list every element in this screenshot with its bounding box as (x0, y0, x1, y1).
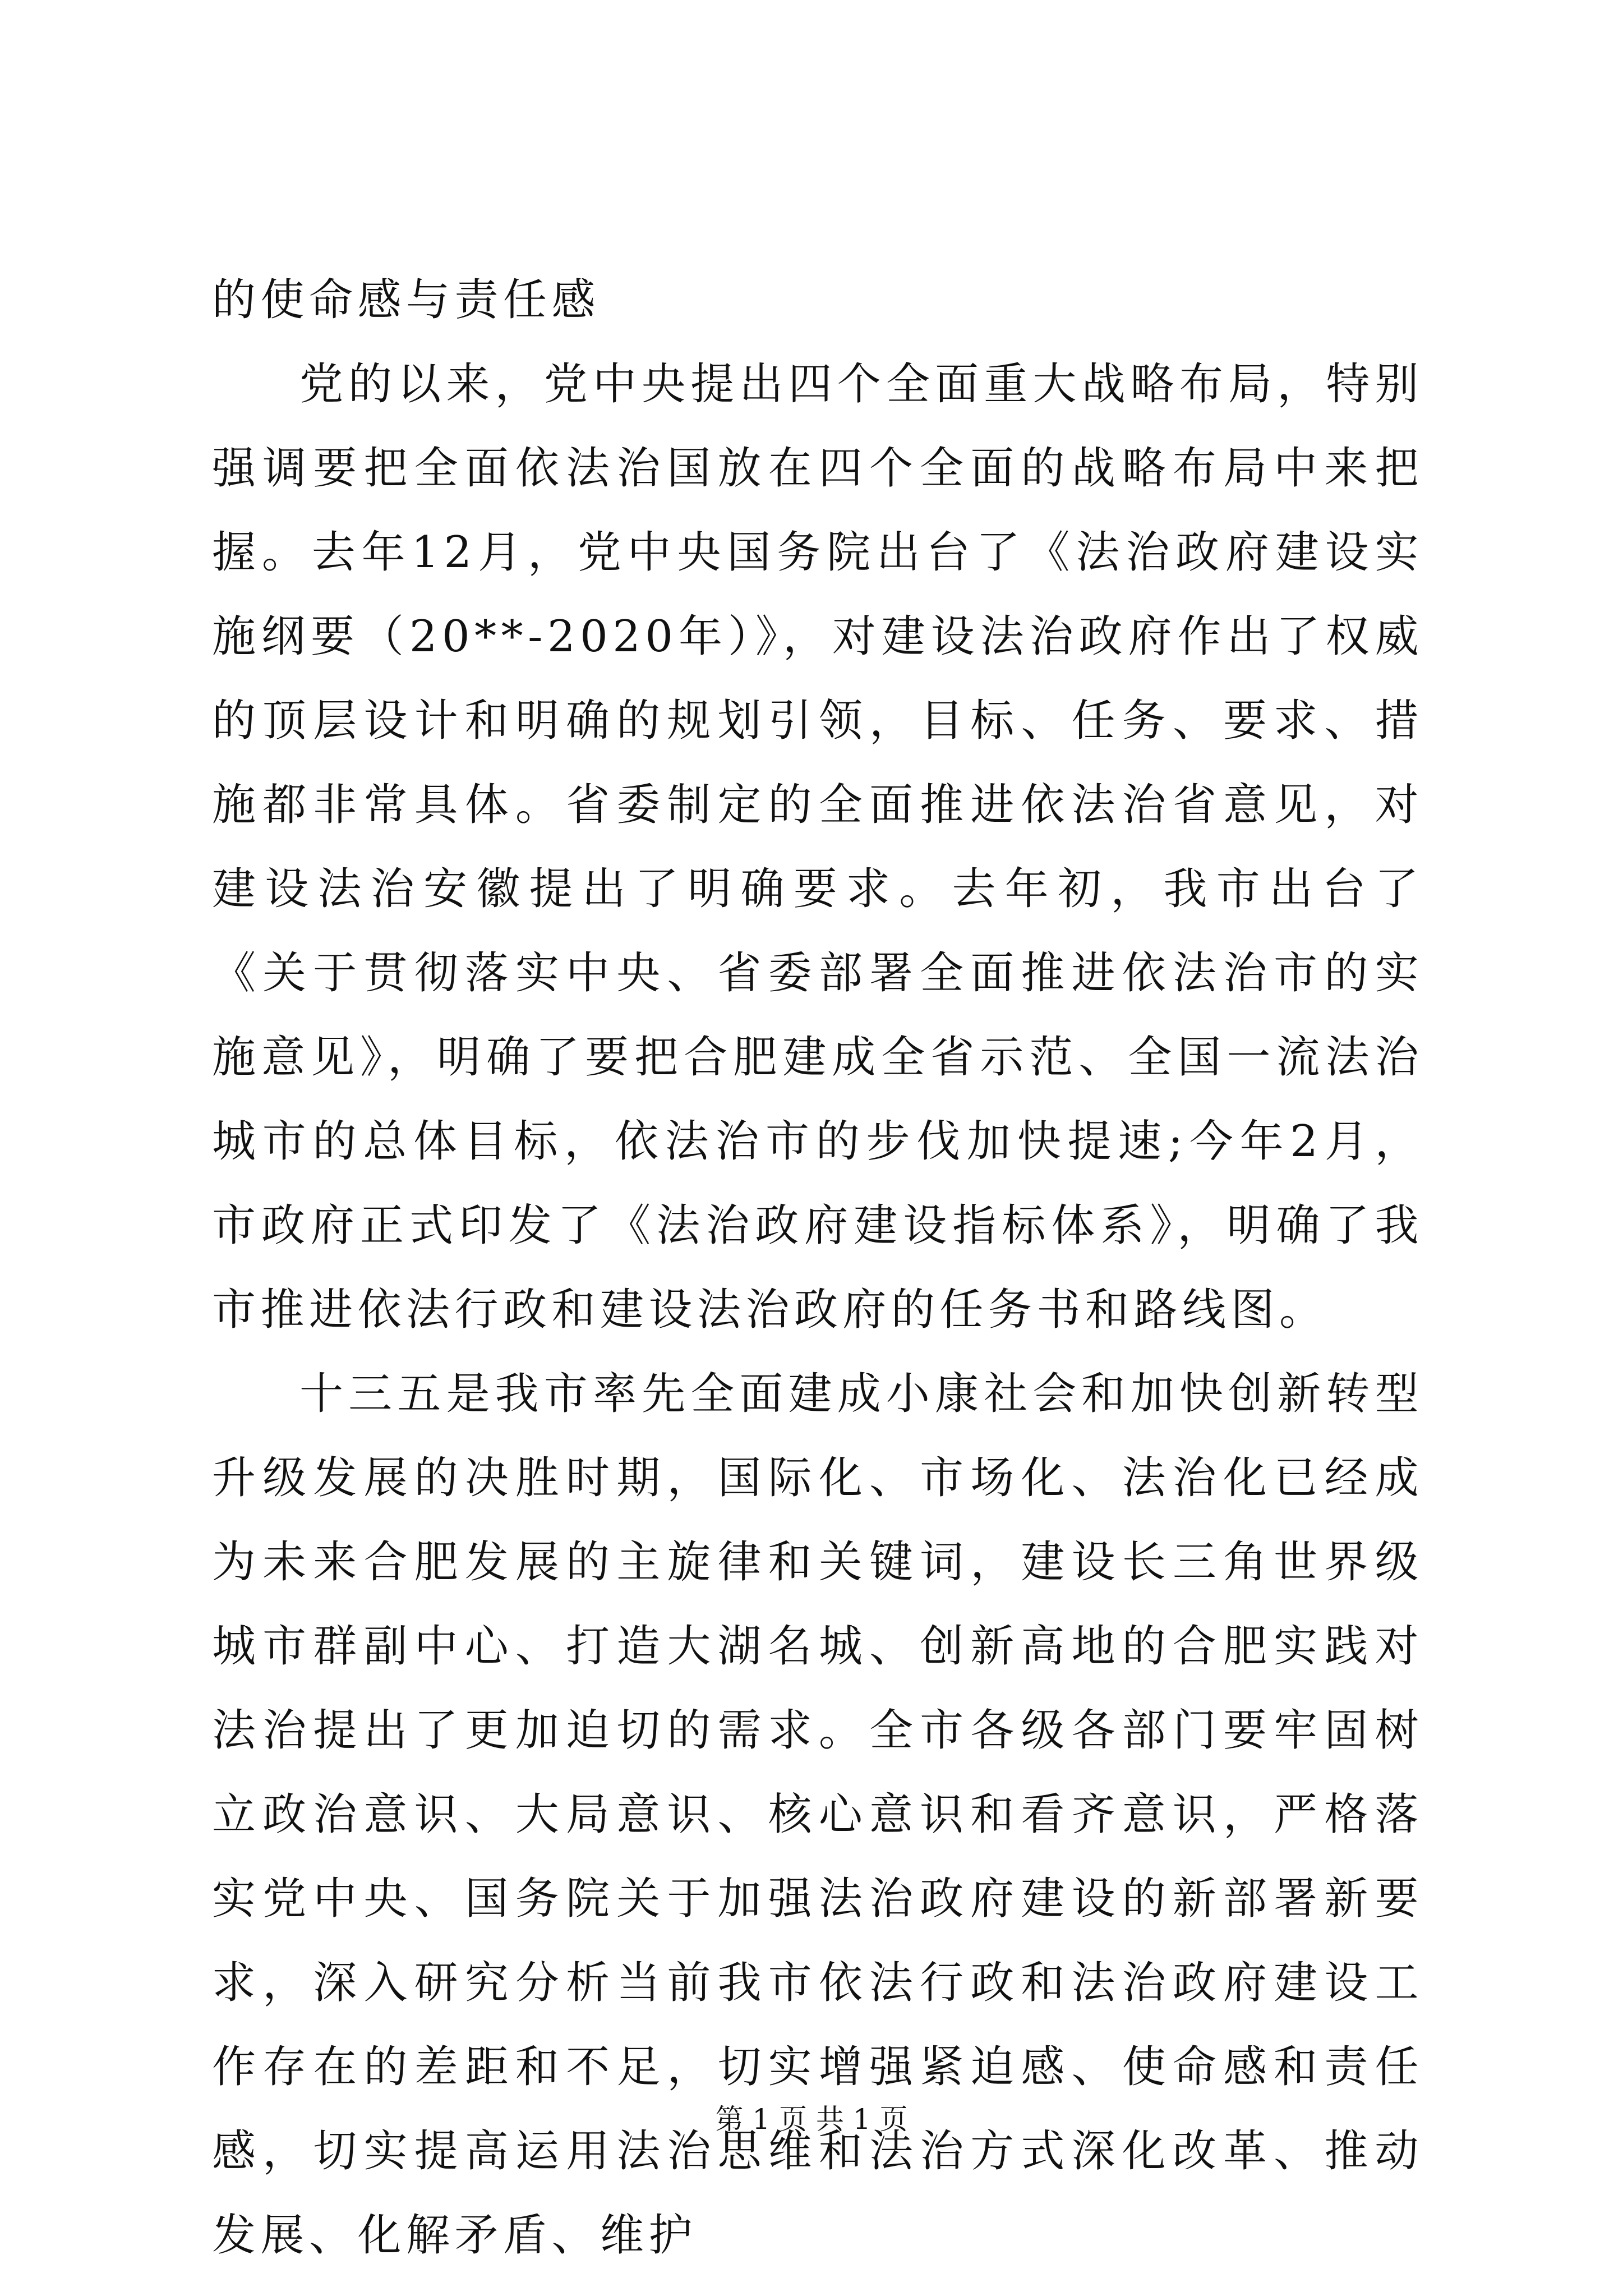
paragraph: 党的以来，党中央提出四个全面重大战略布局，特别强调要把全面依法治国放在四个全面的战略布局中来把握。去年12月，党中央国务院出台了《法治政府建设实施纲要（20**-2020年）》，对建设法治政府作出了权威的顶层设计和明确的规划引领，目标、任务、要求、措施都非常具体。省委制定的全面推进依法治省意见，对建设法治安徽提出了明确要求。去年初，我市出台了《关于贯彻落实中央、省委部署全面推进依法治市的实施意见》，明确了要把合肥建成全省示范、全国一流法治城市的总体目标，依法治市的步伐加快提速;今年2月，市政府正式印发了《法治政府建设指标体系》，明确了我市推进依法行政和建设法治政府的任务书和路线图。 (212, 359, 1423, 1335)
page-footer: 第 1 页 共 1 页 (715, 2103, 908, 2136)
paragraph: 十三五是我市率先全面建成小康社会和加快创新转型升级发展的决胜时期，国际化、市场化、法治化已经成为未来合肥发展的主旋律和关键词，建设长三角世界级城市群副中心、打造大湖名城、创新高地的合肥实践对法治提出了更加迫切的需求。全市各级各部门要牢固树立政治意识、大局意识、核心意识和看齐意识，严格落实党中央、国务院关于加强法治政府建设的新部署新要求，深入研究分析当前我市依法行政和法治政府建设工作存在的差距和不足，切实增强紧迫感、使命感和责任感，切实提高运用法治思维和法治方式深化改革、推动发展、化解矛盾、维护 (212, 1369, 1423, 2261)
paragraph-continuation: 的使命感与责任感 (212, 275, 601, 325)
document-body (212, 258, 1423, 2277)
